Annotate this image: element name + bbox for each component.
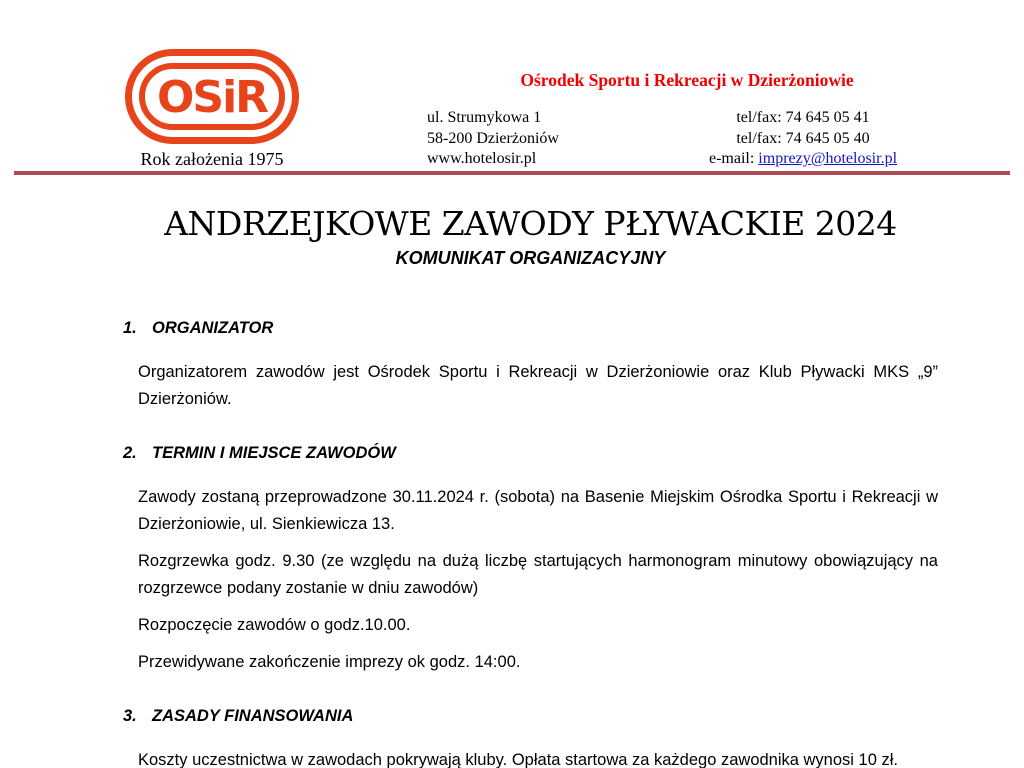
email-label: e-mail: (708, 150, 759, 167)
document-title: ANDRZEJKOWE ZAWODY PŁYWACKIE 2024 (164, 204, 897, 243)
email-link[interactable]: imprezy@hotelosir.pl (758, 150, 898, 167)
contact-email-line (655, 149, 951, 170)
org-name: Ośrodek Sportu i Rekreacji w Dzierżoniowie (520, 70, 854, 90)
logo-text: OSiR (156, 72, 268, 123)
section-zasady-finansowania (123, 707, 938, 768)
contact-block (655, 108, 951, 170)
address-line-website: www.hotelosir.pl (427, 150, 537, 167)
paragraph: Zawody zostaną przeprowadzone 30.11.2024 r. (sobota) na Basenie Miejskim Ośrodka Sportu i Rekreacji w Dzierżoniowie, ul. Sienkiewicza 13. (138, 488, 938, 533)
section-organizator (123, 319, 938, 413)
section-heading (123, 444, 938, 463)
address-line-street: ul. Strumykowa 1 (427, 109, 542, 126)
section-heading-label: ORGANIZATOR (152, 319, 274, 337)
address-line-city: 58-200 Dzierżoniów (427, 129, 559, 147)
section-termin-i-miejsce (123, 444, 938, 676)
paragraph: Organizatorem zawodów jest Ośrodek Sportu i Rekreacji w Dzierżoniowie oraz Klub Pływacki MKS „9” Dzierżoniów. (138, 363, 938, 408)
document-body (0, 175, 1024, 768)
section-heading (123, 707, 938, 726)
section-heading-label: ZASADY FINANSOWANIA (152, 707, 354, 725)
section-number: 1. (123, 319, 137, 337)
paragraph: Rozgrzewka godz. 9.30 (ze względu na dużą liczbę startujących harmonogram minutowy obowiązujący na rozgrzewce podany zostanie w dniu zawodów) (138, 552, 938, 597)
paragraph: Koszty uczestnictwa w zawodach pokrywają kluby. Opłata startowa za każdego zawodnika wynosi 10 zł. (138, 751, 898, 768)
osir-logo-graphic (124, 48, 300, 145)
paragraph: Przewidywane zakończenie imprezy ok godz. 14:00. (138, 653, 521, 671)
logo-tagline: Rok założenia 1975 (140, 149, 284, 169)
contact-telfax-1: tel/fax: 74 645 05 41 (736, 109, 870, 126)
letterhead (0, 0, 1024, 171)
osir-logo (124, 48, 300, 145)
document-subtitle: KOMUNIKAT ORGANIZACYJNY (395, 248, 666, 268)
section-heading-label: TERMIN I MIEJSCE ZAWODÓW (152, 444, 396, 462)
contact-telfax-2: tel/fax: 74 645 05 40 (736, 129, 870, 147)
section-number: 2. (123, 444, 137, 462)
address-block (427, 108, 559, 170)
section-number: 3. (123, 707, 137, 725)
section-heading (123, 319, 938, 338)
paragraph: Rozpoczęcie zawodów o godz.10.00. (138, 616, 411, 634)
